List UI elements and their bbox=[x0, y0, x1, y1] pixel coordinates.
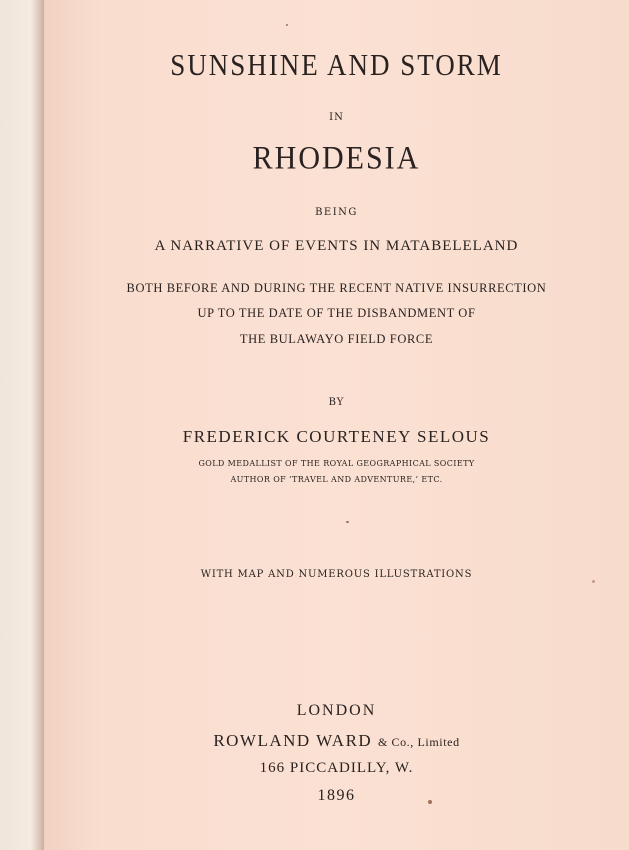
paper-speck bbox=[428, 800, 432, 804]
subtitle-line: UP TO THE DATE OF THE DISBANDMENT OF bbox=[197, 306, 476, 320]
author-credential: AUTHOR OF ‘TRAVEL AND ADVENTURE,’ ETC. bbox=[230, 475, 443, 484]
illustrations-note: WITH MAP AND NUMEROUS ILLUSTRATIONS bbox=[200, 569, 473, 580]
subtitle: A NARRATIVE OF EVENTS IN MATABELELAND bbox=[154, 238, 519, 254]
publisher-name: ROWLAND WARD bbox=[213, 731, 373, 750]
imprint-publisher bbox=[44, 731, 629, 751]
paper-speck bbox=[346, 521, 349, 523]
imprint-city: LONDON bbox=[296, 702, 377, 719]
imprint-address: 166 PICCADILLY, W. bbox=[259, 760, 414, 776]
publisher-suffix: & Co., Limited bbox=[377, 735, 460, 749]
subtitle-line: THE BULAWAYO FIELD FORCE bbox=[239, 332, 434, 346]
by-label: BY bbox=[328, 397, 345, 408]
title-connector: IN bbox=[329, 112, 344, 123]
page-gutter bbox=[0, 0, 44, 850]
subtitle-line: BOTH BEFORE AND DURING THE RECENT NATIVE INSURRECTION bbox=[126, 281, 547, 295]
title-page bbox=[44, 0, 629, 850]
author-name: FREDERICK COURTENEY SELOUS bbox=[182, 427, 491, 446]
author-credential: GOLD MEDALLIST OF THE ROYAL GEOGRAPHICAL SOCIETY bbox=[198, 459, 475, 468]
book-title-place: RHODESIA bbox=[252, 140, 421, 177]
book-title: SUNSHINE AND STORM bbox=[170, 48, 503, 82]
paper-speck bbox=[286, 24, 288, 26]
being-label: BEING bbox=[315, 207, 358, 218]
imprint-year: 1896 bbox=[317, 787, 356, 804]
paper-speck bbox=[592, 580, 595, 583]
